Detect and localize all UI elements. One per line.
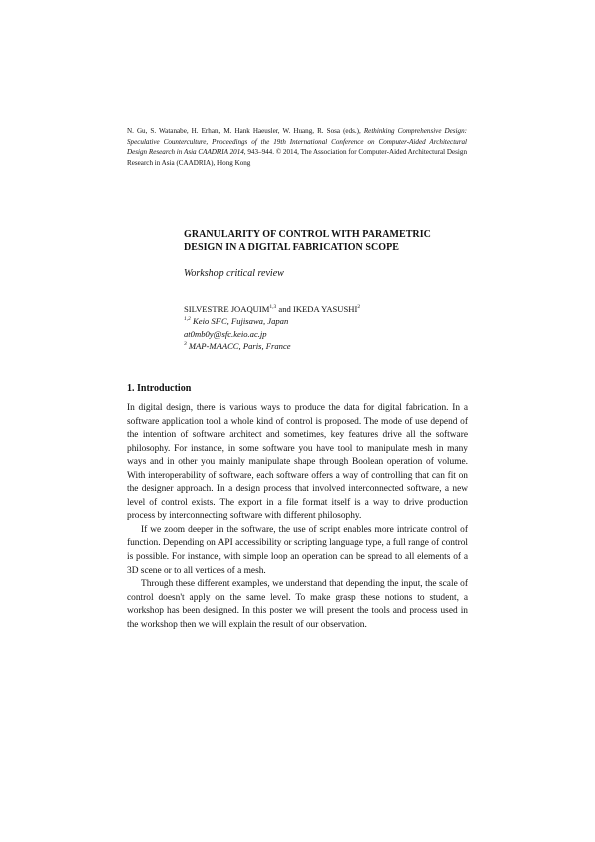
paragraph: In digital design, there is various ways to produce the data for digital fabrication. In a software application tool a whole kind of control is proposed. The mode of use depend of the intention of software architect and sometimes, key features drive all the software philosophy. For instance, in some software you have tool to manipulate mesh in many ways and in other you mainly manipulate shape through Boolean operation of volume. With interoperability of software, each software offers a way of controlling that can fit on the designer approach. In a design process that involved interconnected software, a new level of control exists. The export in a file format itself is a way to drive production process by interconnecting software with different philosophy. bbox=[127, 403, 468, 522]
paragraph: If we zoom deeper in the software, the use of script enables more intricate control of function. Depending on API accessibility or scripting language type, a full range of control is possible. For instance, with simple loop an operation can be spread to all elements of a 3D scene or to all vertices of a mesh. bbox=[127, 524, 468, 576]
author-2-name: IKEDA YASUSHI bbox=[292, 304, 358, 314]
paragraph: Through these different examples, we understand that depending the input, the scale of control doesn't apply on the same level. To make grasp these notions to student, a workshop has been designed. In this poster we will present the tools and process used in the workshop then we will explain the result of our observation. bbox=[127, 579, 468, 630]
paper-title bbox=[184, 228, 484, 255]
paper-title-line-2: DESIGN IN A DIGITAL FABRICATION SCOPE bbox=[184, 242, 399, 254]
citation-header bbox=[127, 126, 467, 168]
affiliation-1-mark: 1,2 bbox=[184, 316, 191, 323]
paper-title-line-1: GRANULARITY OF CONTROL WITH PARAMETRIC bbox=[184, 229, 431, 240]
section-heading: 1. Introduction bbox=[127, 383, 192, 394]
author-1-name: SILVESTRE JOAQUIM bbox=[184, 304, 270, 314]
author-email: at0mb0y@sfc.keio.ac.jp bbox=[184, 328, 267, 339]
affiliation-2-text: MAP-MAACC, Paris, France bbox=[186, 341, 291, 352]
citation-pages-copyright: 943–944. © 2014, The Association for Computer-Aided Architectural Design Research in Asia (CAADRIA), Hong Kong bbox=[127, 148, 467, 167]
affiliation-2 bbox=[184, 340, 360, 352]
author-line bbox=[184, 303, 360, 315]
author-conjunction: and bbox=[276, 304, 293, 314]
citation-editors: N. Gu, S. Watanabe, H. Erhan, M. Hank Haeusler, W. Huang, R. Sosa (eds.), bbox=[127, 127, 361, 135]
affiliation-1-text: Keio SFC, Fujisawa, Japan bbox=[190, 316, 289, 327]
body-text bbox=[127, 402, 468, 632]
paper-subtitle: Workshop critical review bbox=[184, 268, 284, 279]
affiliation-1 bbox=[184, 315, 360, 327]
citation-proceedings: Rethinking Comprehensive Design: Speculative Counterculture, Proceedings of the 19th International Conference on Computer-Aided Architectural Design Research in Asia CAADRIA 2014, bbox=[127, 127, 467, 157]
author-2-affiliation-mark: 2 bbox=[357, 304, 361, 311]
author-block bbox=[184, 303, 360, 353]
author-1-affiliation-mark: 1,3 bbox=[269, 304, 277, 311]
affiliation-2-mark: 3 bbox=[184, 341, 187, 348]
